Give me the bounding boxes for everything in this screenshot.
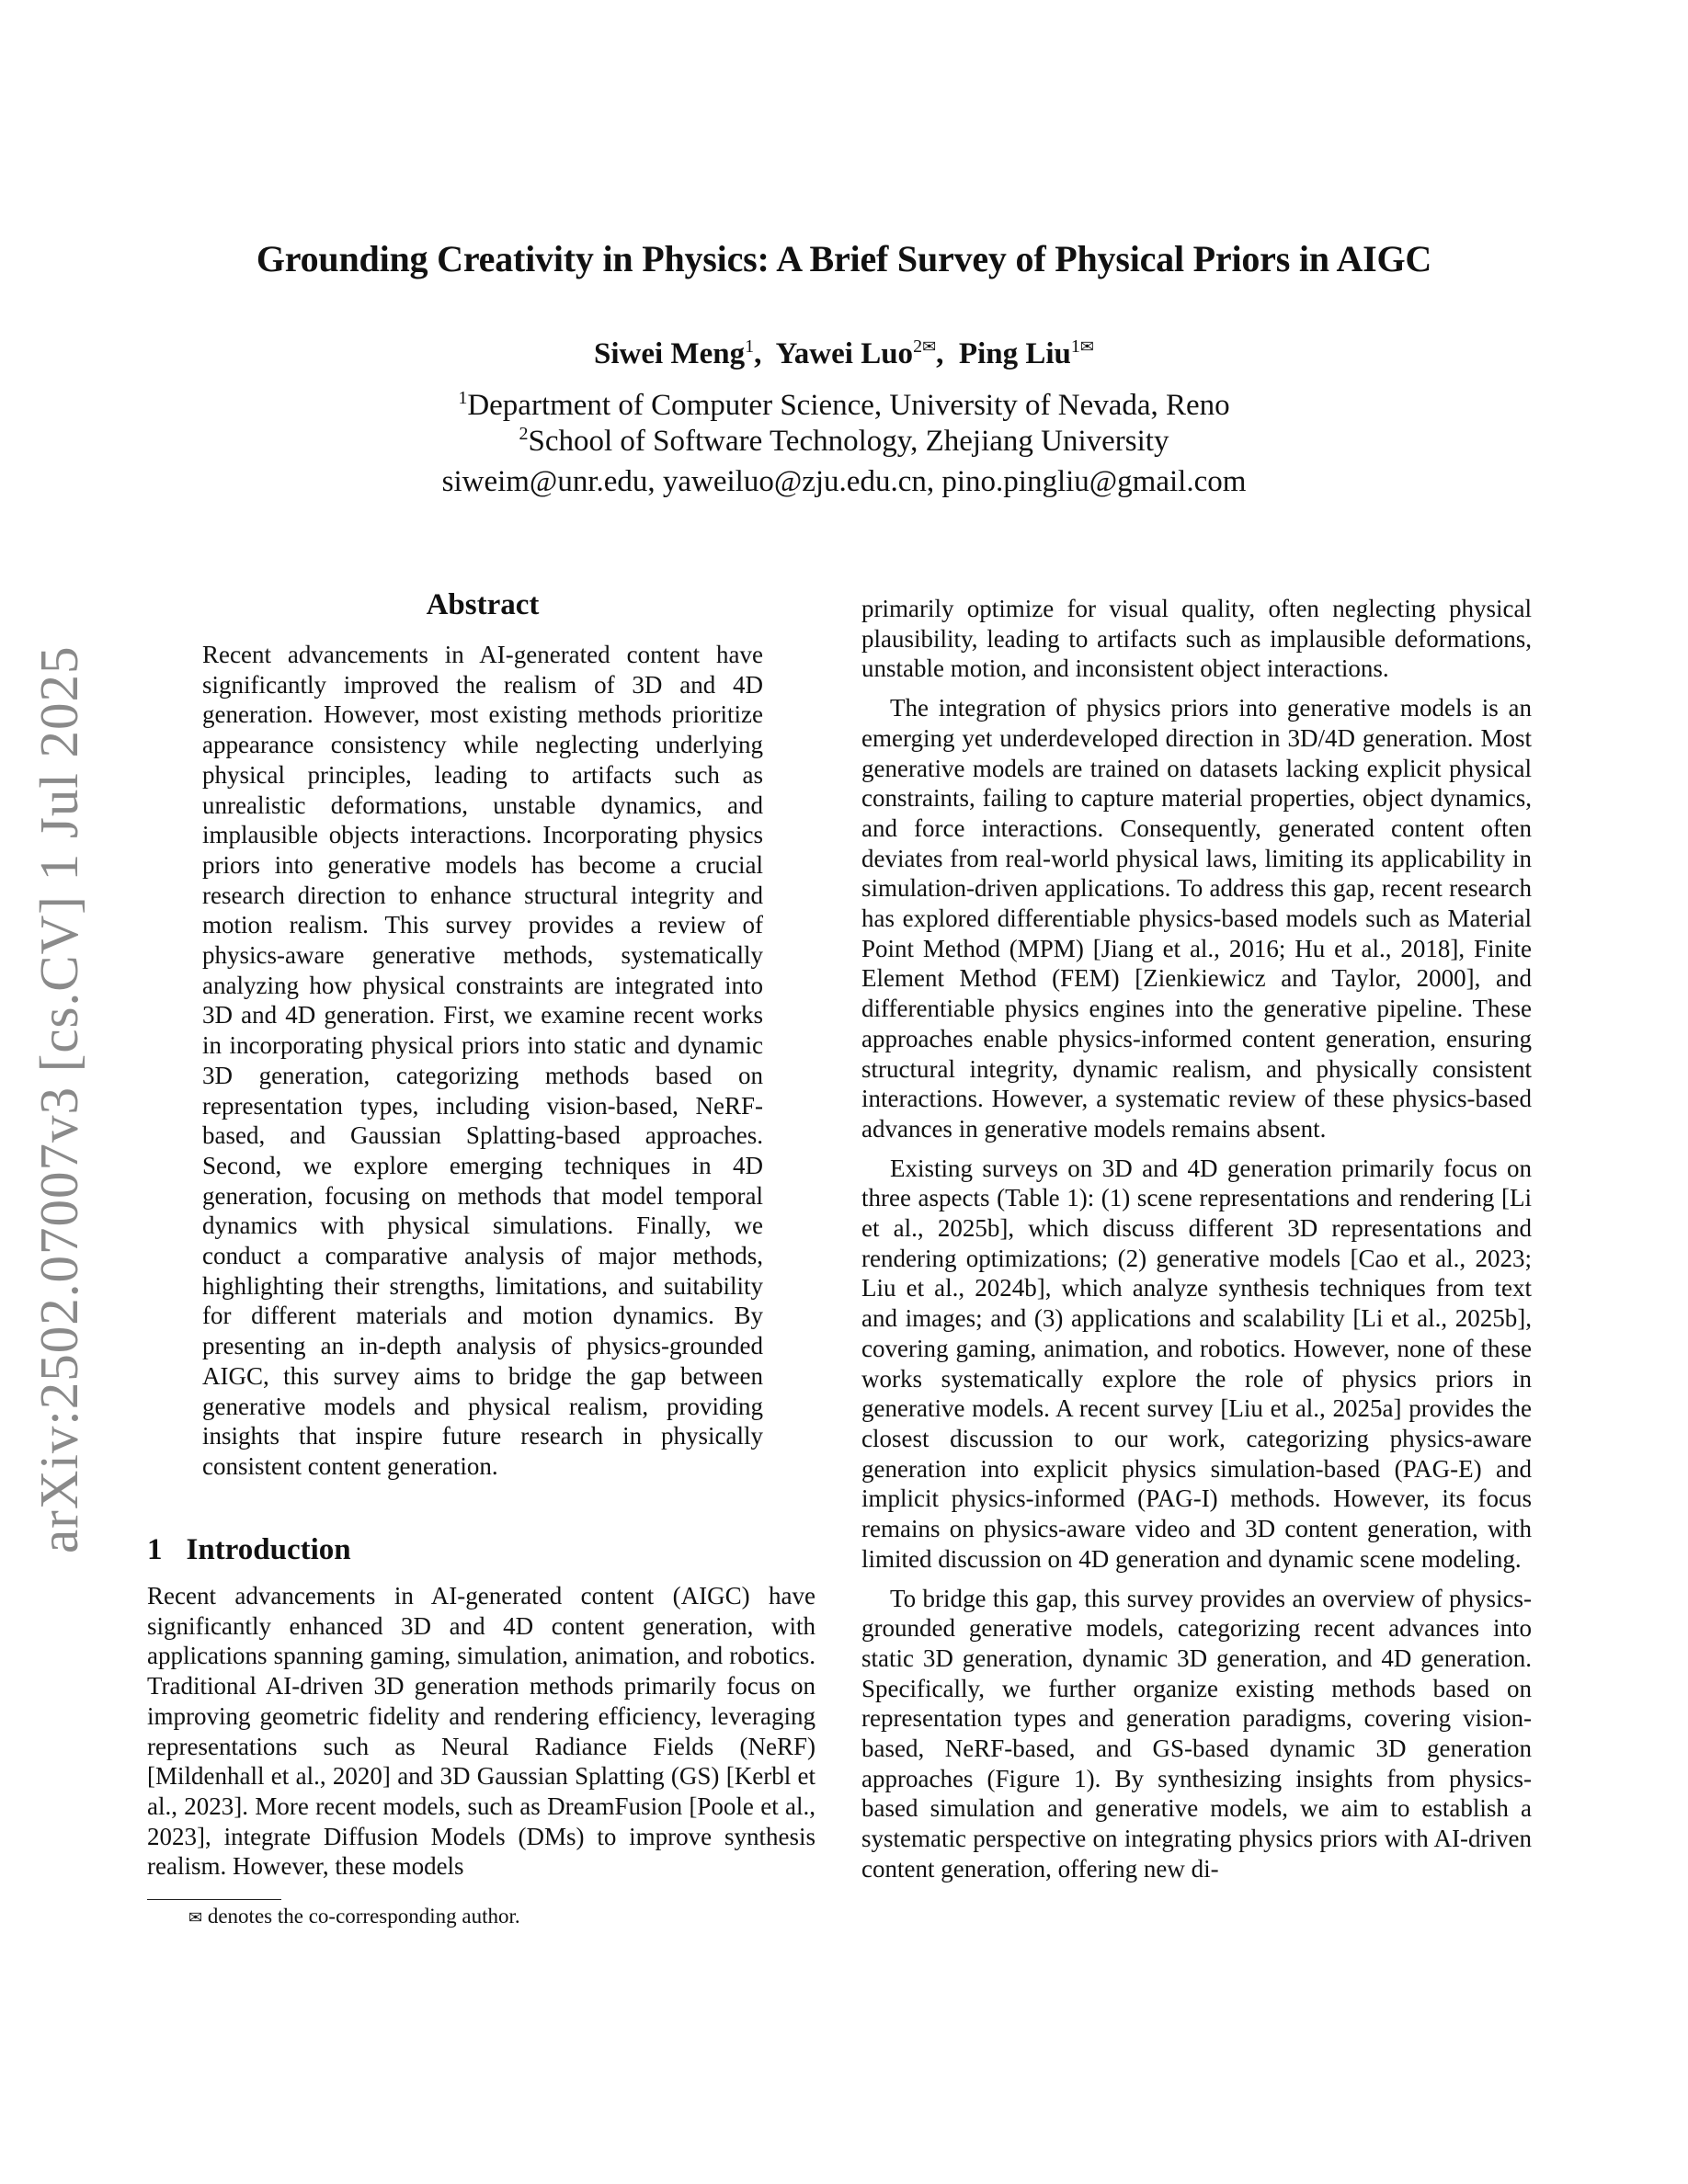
footnote [188, 1905, 520, 1928]
affiliation-text: School of Software Technology, Zhejiang University [528, 425, 1169, 458]
footnote-divider [147, 1899, 281, 1900]
body-paragraph: primarily optimize for visual quality, often neglecting physical plausibility, leading to artifacts such as implausible deformations, unstable motion, and inconsistent object interactions. [861, 595, 1532, 683]
affiliation-text: Department of Computer Science, University of Nevada, Reno [467, 389, 1230, 422]
author-emails[interactable]: siweim@unr.edu, yaweiluo@zju.edu.cn, pino.pingliu@gmail.com [441, 465, 1247, 498]
author-name: Yawei Luo [775, 337, 914, 370]
author-affiliation-mark: 1 [745, 336, 755, 357]
affiliation-mark: 2 [519, 424, 529, 444]
abstract-text: Recent advancements in AI-generated content have significantly improved the realism of 3D and 4D generation. However, most existing methods prioritize appearance consistency while neglecting underlying physical principles, leading to artifacts such as unrealistic deformations, unstable dynamics, and implausible objects interactions. Incorporating physics priors into generative models has become a crucial research direction to enhance structural integrity and motion realism. This survey provides a review of physics-aware generative methods, systematically analyzing how physical constraints are integrated into 3D and 4D generation. First, we examine recent works in incorporating physical priors into static and dynamic 3D generation, categorizing methods based on representation types, including vision-based, NeRF-based, and Gaussian Splatting-based approaches. Second, we explore emerging techniques in 4D generation, focusing on methods that model temporal dynamics with physical simulations. Finally, we conduct a comparative analysis of major methods, highlighting their strengths, limitations, and suitability for different materials and motion dynamics. By presenting an in-depth analysis of physics-grounded AIGC, this survey aims to bridge the gap between generative models and physical realism, providing insights that inspire future research in physically consistent content generation. [202, 641, 763, 1480]
body-paragraph: The integration of physics priors into generative models is an emerging yet underdeveloped direction in 3D/4D generation. Most generative models are trained on datasets lacking explicit physical constraints, failing to capture material properties, object dynamics, and force interactions. Consequently, generated content often deviates from real-world physical laws, limiting its applicability in simulation-driven applications. To address this gap, recent research has explored differentiable physics-based models such as Material Point Method (MPM) [Jiang et al., 2016; Hu et al., 2018], Finite Element Method (FEM) [Zienkiewicz and Taylor, 2000], and differentiable physics engines into the generative pipeline. These approaches enable physics-informed content generation, ensuring structural integrity, dynamic realism, and physically consistent interactions. However, a systematic review of these physics-based advances in generative models remains absent. [861, 694, 1532, 1143]
section-title: Introduction [186, 1533, 351, 1566]
body-paragraph: Existing surveys on 3D and 4D generation primarily focus on three aspects (Table 1): (1) scene representations and rendering [Li et al., 2025b], which discuss different 3D representations and rendering optimizations; (2) generative models [Cao et al., 2023; Liu et al., 2024b], which analyze synthesis techniques from text and images; and (3) applications and scalability [Li et al., 2025b], covering gaming, animation, and robotics. However, none of these works systematically explore the role of physics priors in generative models. A recent survey [Liu et al., 2025a] provides the closest discussion to our work, categorizing physics-aware generation into explicit physics simulation-based (PAG-E) and implicit physics-informed (PAG-I) methods. However, its focus remains on physics-aware video and 3D content generation, with limited discussion on 4D generation and dynamic scene modeling. [861, 1154, 1532, 1573]
author-affiliation-mark: 2 [913, 336, 923, 357]
arxiv-stamp: arXiv:2502.07007v3 [cs.CV] 1 Jul 2025 [29, 645, 89, 1553]
affiliation-line [0, 424, 1688, 459]
body-paragraph: To bridge this gap, this survey provides an overview of physics-grounded generative models, categorizing recent advances into static 3D generation, dynamic 3D generation, and 4D generation. Specifically, we further organize existing methods based on representation types and generation paradigms, covering vision-based, NeRF-based, and GS-based dynamic 3D generation approaches (Figure 1). By synthesizing insights from physics-based simulation and generative models, we aim to establish a systematic perspective on integrating physics priors with AI-driven content generation, offering new di- [861, 1584, 1532, 1883]
envelope-icon: ✉ [1079, 337, 1094, 356]
abstract-heading: Abstract [426, 588, 540, 621]
affiliation-mark: 1 [458, 388, 468, 408]
envelope-icon: ✉ [188, 1908, 203, 1927]
section-heading-introduction [147, 1533, 351, 1567]
footnote-text: denotes the co-corresponding author. [207, 1905, 520, 1928]
section-number: 1 [147, 1533, 163, 1566]
paper-title: Grounding Creativity in Physics: A Brief Survey of Physical Priors in AIGC [256, 238, 1432, 279]
right-column [861, 594, 1532, 1894]
author-affiliation-mark: 1 [1070, 336, 1080, 357]
envelope-icon: ✉ [922, 337, 937, 356]
author-list: Siwei Meng$^1$, Yawei Luo$^{2✉}$, Ping Liu$^{1✉}$ [594, 336, 1094, 370]
affiliation-line [0, 388, 1688, 423]
author-name: Siwei Meng [594, 337, 746, 370]
introduction-paragraph: Recent advancements in AI-generated content (AIGC) have significantly enhanced 3D and 4D content generation, with applications spanning gaming, simulation, animation, and robotics. Traditional AI-driven 3D generation methods primarily focus on improving geometric fidelity and rendering efficiency, leveraging representations such as Neural Radiance Fields (NeRF) [Mildenhall et al., 2020] and 3D Gaussian Splatting (GS) [Kerbl et al., 2023]. More recent models, such as DreamFusion [Poole et al., 2023], integrate Diffusion Models (DMs) to improve synthesis realism. However, these models [147, 1582, 815, 1881]
author-name: Ping Liu [958, 337, 1071, 370]
